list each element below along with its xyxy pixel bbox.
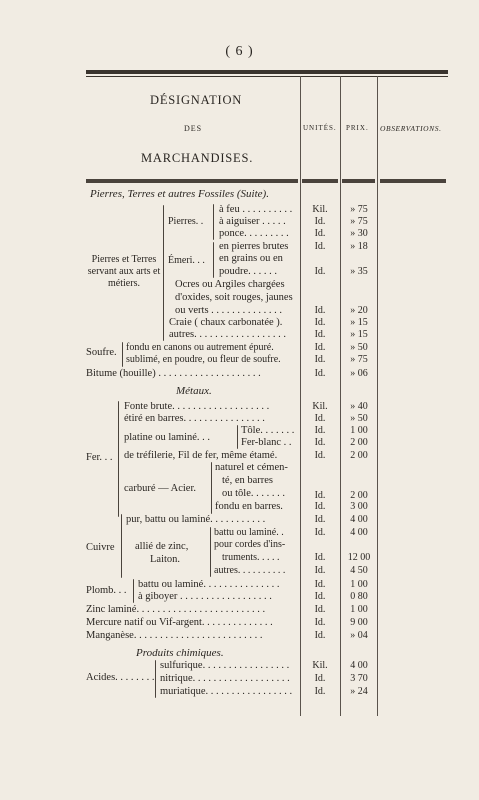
row-unit: Id.	[314, 317, 326, 328]
row-label: té, en barres	[222, 475, 274, 486]
row-label: ou tôle. . . . . . .	[222, 488, 285, 499]
row-unit: Kil.	[312, 660, 328, 671]
header-bar-units	[302, 179, 338, 183]
row-unit: Id.	[314, 329, 326, 340]
top-rule-thick	[86, 70, 448, 74]
row-price: 1 00	[350, 579, 368, 590]
row-price: 2 00	[350, 450, 368, 461]
row-unit: Id.	[314, 368, 326, 379]
column-divider-observations	[377, 76, 378, 716]
row-price: » 75	[350, 354, 368, 365]
header-designation: DÉSIGNATION	[150, 93, 243, 107]
row-price: 1 00	[350, 425, 368, 436]
header-unites: UNITÉS.	[303, 124, 337, 132]
row-unit: Id.	[314, 216, 326, 227]
row-label: d'oxides, soit rouges, jaunes	[175, 292, 293, 303]
row-unit: Id.	[314, 514, 326, 525]
brace-emeri	[213, 242, 214, 278]
row-label: en pierres brutes	[219, 241, 289, 252]
row-label: à giboyer . . . . . . . . . . . . . . . . . .	[138, 591, 272, 602]
row-label: Zinc laminé. . . . . . . . . . . . . . . . . . . . . . . . .	[86, 604, 266, 615]
brace-acides	[155, 660, 156, 698]
row-price: » 50	[350, 413, 368, 424]
header-prix: PRIX.	[346, 124, 369, 132]
group-pierres-terres: Pierres et Terres servant aux arts et métiers.	[87, 254, 161, 289]
row-label: Craie ( chaux carbonatée ).	[169, 317, 283, 328]
label-fer: Fer. . .	[86, 452, 113, 463]
row-label: Tôle. . . . . . .	[241, 425, 295, 436]
brace-pierres	[213, 204, 214, 240]
row-unit: Id.	[314, 565, 326, 576]
row-unit: Id.	[314, 437, 326, 448]
row-price: 1 00	[350, 604, 368, 615]
brace-soufre	[122, 342, 123, 367]
label-cuivre: Cuivre	[86, 542, 115, 553]
row-label: poudre. . . . . .	[219, 266, 278, 277]
row-unit: Id.	[314, 241, 326, 252]
row-price: 9 00	[350, 617, 368, 628]
row-unit: Kil.	[312, 204, 328, 215]
header-bar-prix	[342, 179, 375, 183]
label-acides: Acides. . . . . . . .	[86, 672, 155, 683]
row-label: pur, battu ou laminé. . . . . . . . . . .	[126, 514, 266, 525]
row-unit: Id.	[314, 450, 326, 461]
brace-carbure	[211, 462, 212, 514]
row-label: Fonte brute. . . . . . . . . . . . . . . . . . .	[124, 401, 270, 412]
row-label: fondu en canons ou autrement épuré.	[126, 342, 274, 353]
row-unit: Id.	[314, 305, 326, 316]
row-price: 4 00	[350, 660, 368, 671]
section-chimiques: Produits chimiques.	[136, 647, 224, 659]
row-price: » 04	[350, 630, 368, 641]
row-price: » 75	[350, 216, 368, 227]
row-label: fondu en barres.	[215, 501, 283, 512]
label-allie: allié de zinc,	[135, 541, 189, 552]
row-unit: Id.	[314, 266, 326, 277]
row-unit: Id.	[314, 591, 326, 602]
row-label: étiré en barres. . . . . . . . . . . . . . . .	[124, 413, 265, 424]
row-unit: Id.	[314, 413, 326, 424]
row-unit: Id.	[314, 604, 326, 615]
row-price: » 35	[350, 266, 368, 277]
header-bar-observations	[380, 179, 446, 183]
row-label: à aiguiser . . . . .	[219, 216, 286, 227]
top-rule-thin	[86, 76, 448, 77]
row-unit: Id.	[314, 527, 326, 538]
row-price: 4 00	[350, 527, 368, 538]
row-label: autres. . . . . . . . . .	[214, 565, 286, 576]
row-label: sulfurique. . . . . . . . . . . . . . . . .	[160, 660, 290, 671]
row-price: » 20	[350, 305, 368, 316]
brace-fer	[118, 401, 119, 517]
row-label: autres. . . . . . . . . . . . . . . . . .	[169, 329, 286, 340]
row-unit: Id.	[314, 686, 326, 697]
row-price: » 06	[350, 368, 368, 379]
row-price: » 18	[350, 241, 368, 252]
row-price: 2 00	[350, 490, 368, 501]
sub-pierres: Pierres. .	[168, 216, 204, 227]
row-price: 0 80	[350, 591, 368, 602]
header-des: DES	[184, 124, 203, 133]
label-plomb: Plomb. . .	[86, 585, 127, 596]
label-platine: platine ou laminé. . .	[124, 432, 211, 443]
row-price: » 24	[350, 686, 368, 697]
brace-laiton	[210, 527, 211, 577]
row-price: 12 00	[347, 552, 371, 563]
row-label: Bitume (houille) . . . . . . . . . . . . . . . . . . . .	[86, 368, 261, 379]
section-pierres: Pierres, Terres et autres Fossiles (Suite).	[90, 188, 269, 200]
row-label: Ocres ou Argiles chargées	[175, 279, 285, 290]
row-label: muriatique. . . . . . . . . . . . . . . . .	[160, 686, 293, 697]
row-unit: Id.	[314, 501, 326, 512]
row-label: ponce. . . . . . . . .	[219, 228, 289, 239]
row-unit: Id.	[314, 630, 326, 641]
row-price: 3 70	[350, 673, 368, 684]
row-label: ou verts . . . . . . . . . . . . . .	[175, 305, 283, 316]
row-label: battu ou laminé. . . . . . . . . . . . . . .	[138, 579, 280, 590]
brace-plomb	[133, 579, 134, 603]
row-price: » 15	[350, 329, 368, 340]
row-unit: Id.	[314, 354, 326, 365]
row-label: en grains ou en	[219, 253, 283, 264]
header-bar-designation	[86, 179, 298, 183]
row-label: à feu . . . . . . . . . .	[219, 204, 293, 215]
row-unit: Id.	[314, 490, 326, 501]
row-label: truments. . . . .	[222, 552, 280, 563]
row-label: Manganèse. . . . . . . . . . . . . . . . . . . . . . . . .	[86, 630, 263, 641]
section-metaux: Métaux.	[176, 385, 212, 397]
header-observations: OBSERVATIONS.	[380, 124, 442, 133]
row-unit: Id.	[314, 228, 326, 239]
row-label: Mercure natif ou Vif-argent. . . . . . . . . . . . . .	[86, 617, 273, 628]
row-unit: Id.	[314, 342, 326, 353]
row-price: » 75	[350, 204, 368, 215]
row-label: pour cordes d'ins-	[214, 539, 286, 550]
row-price: » 50	[350, 342, 368, 353]
row-unit: Id.	[314, 552, 326, 563]
brace-platine	[237, 425, 238, 449]
header-marchandises: MARCHANDISES.	[141, 151, 254, 165]
brace-cuivre	[121, 514, 122, 578]
row-price: 2 00	[350, 437, 368, 448]
sub-emeri: Émeri. . .	[168, 255, 205, 266]
label-laiton: Laiton.	[150, 554, 181, 565]
row-unit: Id.	[314, 425, 326, 436]
row-label: naturel et cémen-	[215, 462, 288, 473]
row-label: battu ou laminé. .	[214, 527, 284, 538]
row-unit: Id.	[314, 673, 326, 684]
label-soufre: Soufre.	[86, 347, 117, 358]
row-label: de tréfilerie, Fil de fer, même étamé.	[124, 450, 278, 461]
page-number: ( 6 )	[225, 44, 254, 59]
row-price: » 40	[350, 401, 368, 412]
row-label: nitrique. . . . . . . . . . . . . . . . . . .	[160, 673, 290, 684]
row-label: sublimé, en poudre, ou fleur de soufre.	[126, 354, 281, 365]
row-price: 3 00	[350, 501, 368, 512]
brace-pierres-terres	[163, 205, 164, 341]
label-carbure: carburé — Acier.	[124, 483, 197, 494]
row-price: 4 00	[350, 514, 368, 525]
row-unit: Kil.	[312, 401, 328, 412]
row-price: 4 50	[350, 565, 368, 576]
row-unit: Id.	[314, 579, 326, 590]
row-price: » 30	[350, 228, 368, 239]
row-label: Fer-blanc . .	[241, 437, 292, 448]
row-price: » 15	[350, 317, 368, 328]
row-unit: Id.	[314, 617, 326, 628]
